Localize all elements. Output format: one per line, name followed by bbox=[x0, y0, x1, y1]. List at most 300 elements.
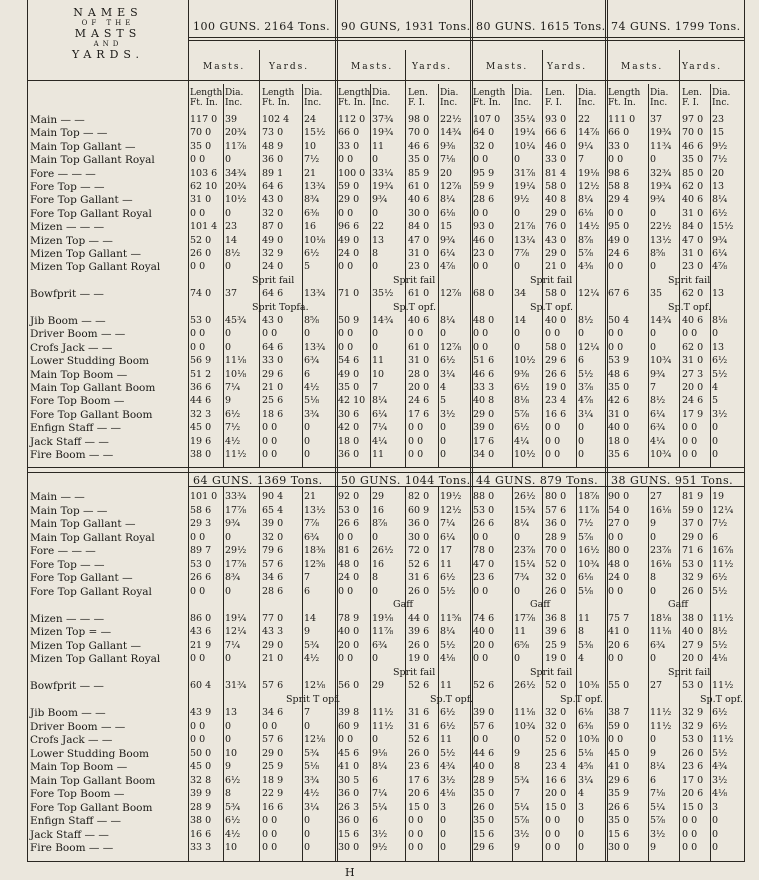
note-label: Sprit fail bbox=[530, 274, 573, 286]
table-cell: 53 0 bbox=[682, 734, 704, 745]
table-cell: 8⅛ bbox=[514, 395, 530, 407]
table-cell: 0 bbox=[712, 422, 719, 434]
table-cell: 26 0 bbox=[408, 747, 430, 759]
column-header bbox=[190, 88, 222, 108]
table-cell: 7½ bbox=[578, 518, 594, 529]
table-cell: 29½ bbox=[225, 545, 247, 556]
table-cell: 40 8 bbox=[473, 395, 495, 407]
table-cell: 70 0 bbox=[408, 127, 430, 139]
table-cell: 0 0 bbox=[262, 435, 278, 447]
table-cell: 25 9 bbox=[545, 639, 567, 651]
table-cell: 9½ bbox=[712, 140, 728, 152]
table-cell: 47 0 bbox=[408, 234, 430, 246]
table-cell: 5¾ bbox=[514, 774, 530, 786]
table-cell: 60 9 bbox=[408, 504, 430, 516]
masts-yards-divider bbox=[259, 50, 260, 467]
table-cell: 30 0 bbox=[408, 207, 430, 219]
table-cell: 32 0 bbox=[545, 720, 567, 732]
table-cell: 101 0 bbox=[190, 491, 218, 502]
table-cell: 9½ bbox=[372, 842, 388, 853]
table-cell: 29 0 bbox=[545, 248, 567, 259]
ship-title-rule bbox=[189, 37, 744, 38]
table-cell: 79 6 bbox=[262, 545, 284, 556]
table-cell: 8 bbox=[225, 788, 232, 799]
row-label: Main Top Gallant Boom bbox=[30, 774, 156, 787]
table-cell: 19½ bbox=[440, 491, 462, 502]
table-cell: 7½ bbox=[225, 422, 241, 434]
ship-title-bottom: 38 GUNS. 951 Tons. bbox=[611, 474, 734, 487]
table-cell: 29 0 bbox=[338, 194, 360, 206]
table-cell: 21 0 bbox=[262, 653, 284, 664]
table-cell: 6¾ bbox=[650, 422, 666, 434]
table-cell: 15½ bbox=[304, 127, 326, 139]
table-cell: 0 0 bbox=[608, 653, 624, 664]
table-cell: 4⅛ bbox=[440, 788, 456, 799]
table-cell: 37¾ bbox=[372, 114, 394, 125]
table-cell: 15¼ bbox=[514, 558, 536, 570]
table-cell: 96 6 bbox=[338, 221, 360, 233]
column-header bbox=[473, 88, 505, 108]
table-cell: 0 bbox=[514, 653, 521, 664]
table-cell: 39 6 bbox=[545, 626, 567, 637]
column-header bbox=[440, 88, 458, 108]
yards-heading: Yards. bbox=[682, 62, 723, 72]
table-cell: 4¼ bbox=[372, 435, 388, 447]
table-cell: 0 bbox=[440, 435, 447, 447]
table-cell: 44 6 bbox=[473, 747, 495, 759]
table-cell: 0 bbox=[372, 531, 379, 543]
table-cell: 0 0 bbox=[190, 585, 206, 597]
table-cell: 48 0 bbox=[608, 558, 630, 570]
table-cell: 20 0 bbox=[682, 382, 704, 393]
masts-heading: Masts. bbox=[621, 62, 664, 72]
table-cell: 26 0 bbox=[190, 248, 212, 259]
table-cell: 17 6 bbox=[473, 435, 495, 447]
table-cell: 48 6 bbox=[608, 368, 630, 380]
table-cell: 52 6 bbox=[408, 734, 430, 745]
table-cell: 17 bbox=[440, 545, 453, 556]
col-divider bbox=[223, 84, 224, 467]
table-cell: 21 0 bbox=[262, 382, 284, 393]
table-cell: 4⅛ bbox=[712, 788, 728, 799]
table-cell: 0 bbox=[372, 585, 379, 597]
table-cell: 31¾ bbox=[225, 680, 247, 691]
table-cell: 46 6 bbox=[682, 140, 704, 152]
table-cell: 31 6 bbox=[408, 572, 430, 583]
table-cell: 0 0 bbox=[545, 815, 561, 826]
table-cell: 8½ bbox=[578, 315, 594, 326]
table-cell: 8¾ bbox=[225, 572, 241, 583]
table-cell: 5½ bbox=[578, 368, 594, 380]
table-cell: 6¾ bbox=[304, 531, 320, 543]
table-cell: 3 bbox=[440, 801, 447, 813]
column-header bbox=[372, 88, 390, 108]
frame-bottom-line bbox=[27, 861, 744, 862]
frame-label-divider bbox=[188, 0, 189, 862]
table-cell: 6½ bbox=[440, 572, 456, 583]
table-cell: 11¾ bbox=[650, 140, 672, 152]
row-label: Mizen — — — bbox=[30, 612, 105, 625]
column-header-bottom: Inc. bbox=[514, 98, 532, 108]
table-cell: 59 0 bbox=[608, 720, 630, 732]
table-cell: 33 3 bbox=[473, 382, 495, 393]
table-cell: 20 0 bbox=[473, 639, 495, 651]
table-cell: 10½ bbox=[514, 355, 536, 367]
table-cell: 40 0 bbox=[608, 422, 630, 434]
ship-title-top: 90 GUNS, 1931 Tons. bbox=[341, 20, 471, 33]
table-cell: 6½ bbox=[712, 720, 728, 732]
table-cell: 40 0 bbox=[545, 315, 567, 326]
table-cell: 26 6 bbox=[608, 801, 630, 813]
table-cell: 54 6 bbox=[338, 355, 360, 367]
table-cell: 5¾ bbox=[225, 801, 241, 813]
table-cell: 10¾ bbox=[650, 449, 672, 460]
table-cell: 4¼ bbox=[514, 435, 530, 447]
table-cell: 34¾ bbox=[225, 167, 247, 179]
ship-separator-a bbox=[335, 0, 336, 862]
table-cell: 31 6 bbox=[408, 707, 430, 718]
ship-separator-a bbox=[605, 0, 606, 862]
note-label: Gaff bbox=[530, 599, 551, 610]
table-cell: 57 6 bbox=[545, 504, 567, 516]
ship-separator-a bbox=[470, 0, 471, 862]
table-cell: 41 0 bbox=[608, 626, 630, 637]
table-cell: 19 bbox=[712, 491, 725, 502]
table-cell: 11 bbox=[440, 680, 453, 691]
table-cell: 10½ bbox=[225, 194, 247, 206]
table-cell: 0 bbox=[225, 154, 232, 166]
table-cell: 39 0 bbox=[262, 518, 284, 529]
table-cell: 37 0 bbox=[682, 518, 704, 529]
table-cell: 32 0 bbox=[473, 140, 495, 152]
table-cell: 13 bbox=[712, 341, 725, 353]
table-cell: 9 bbox=[650, 842, 657, 853]
table-cell: 7⅞ bbox=[514, 248, 530, 259]
table-cell: 20¾ bbox=[225, 127, 247, 139]
note-label: Sp.T opf. bbox=[560, 693, 603, 705]
table-cell: 26½ bbox=[514, 680, 536, 691]
table-cell: 0 0 bbox=[262, 449, 278, 460]
table-cell: 24 0 bbox=[338, 248, 360, 259]
table-cell: 36 0 bbox=[338, 815, 360, 826]
table-cell: 64 0 bbox=[473, 127, 495, 139]
table-cell: 57 6 bbox=[473, 720, 495, 732]
table-cell: 13 bbox=[372, 234, 385, 246]
table-cell: 0 bbox=[304, 828, 311, 840]
table-cell: 0 bbox=[712, 815, 719, 826]
table-cell: 12½ bbox=[440, 504, 462, 516]
table-cell: 9⅛ bbox=[372, 747, 388, 759]
table-cell: 86 0 bbox=[190, 612, 212, 624]
table-cell: 27 9 bbox=[682, 639, 704, 651]
table-cell: 9¾ bbox=[225, 518, 241, 529]
table-cell: 19¼ bbox=[514, 181, 536, 192]
table-cell: 52 6 bbox=[408, 680, 430, 691]
table-cell: 75 7 bbox=[608, 612, 630, 624]
table-cell: 0 0 bbox=[190, 720, 206, 732]
table-cell: 39 8 bbox=[338, 707, 360, 718]
column-header-bottom: Inc. bbox=[650, 98, 668, 108]
names-line-4: AND bbox=[93, 40, 123, 48]
table-cell: 0 0 bbox=[473, 207, 489, 219]
table-cell: 21 0 bbox=[545, 261, 567, 273]
table-cell: 51 2 bbox=[190, 368, 212, 380]
table-cell: 11 bbox=[372, 355, 385, 367]
table-cell: 70 0 bbox=[545, 545, 567, 556]
table-cell: 8 bbox=[514, 761, 521, 772]
table-cell: 13¾ bbox=[304, 341, 326, 353]
table-cell: 0 0 bbox=[682, 828, 698, 840]
table-cell: 16 bbox=[304, 221, 317, 233]
col-divider bbox=[648, 487, 649, 861]
table-cell: 9¾ bbox=[650, 194, 666, 206]
table-cell: 0 bbox=[440, 449, 447, 460]
table-cell: 8¾ bbox=[304, 194, 320, 206]
column-header-bottom: Inc. bbox=[712, 98, 730, 108]
table-cell: 57 6 bbox=[262, 680, 284, 691]
table-cell: 0 0 bbox=[190, 261, 206, 273]
table-cell: 46 6 bbox=[408, 140, 430, 152]
table-cell: 50 9 bbox=[338, 315, 360, 326]
table-cell: 19¼ bbox=[514, 127, 536, 139]
note-label: Sprit T opf. bbox=[286, 693, 341, 705]
column-header-bottom: Ft. In. bbox=[262, 98, 290, 108]
table-cell: 15½ bbox=[712, 221, 734, 233]
table-cell: 117 0 bbox=[190, 114, 218, 125]
table-cell: 52 0 bbox=[545, 734, 567, 745]
table-cell: 8½ bbox=[712, 626, 728, 637]
table-cell: 29 6 bbox=[545, 355, 567, 367]
table-cell: 12½ bbox=[578, 181, 600, 192]
table-cell: 33¾ bbox=[225, 491, 247, 502]
table-cell: 19 0 bbox=[545, 653, 567, 664]
table-cell: 0 bbox=[440, 842, 447, 853]
table-cell: 0 bbox=[578, 815, 585, 826]
table-cell: 89 7 bbox=[190, 545, 212, 556]
table-cell: 0 0 bbox=[608, 585, 624, 597]
table-cell: 4 bbox=[440, 382, 447, 393]
ship-title-bottom: 64 GUNS. 1369 Tons. bbox=[193, 474, 323, 487]
table-cell: 35 6 bbox=[608, 449, 630, 460]
table-cell: 32 0 bbox=[545, 572, 567, 583]
table-cell: 61 0 bbox=[408, 341, 430, 353]
table-cell: 0 bbox=[712, 842, 719, 853]
table-cell: 45 0 bbox=[608, 747, 630, 759]
table-cell: 17⅞ bbox=[514, 612, 536, 624]
ship-title-top: 80 GUNS. 1615 Tons. bbox=[476, 20, 606, 33]
table-cell: 70 0 bbox=[682, 127, 704, 139]
row-label: Main Top Gallant Boom bbox=[30, 382, 156, 394]
table-cell: 0 bbox=[712, 449, 719, 460]
column-header-bottom: Inc. bbox=[304, 98, 322, 108]
row-label: Fore — — — bbox=[30, 545, 96, 557]
table-cell: 16⅛ bbox=[650, 504, 672, 516]
column-header-bottom: Inc. bbox=[440, 98, 458, 108]
table-cell: 38 0 bbox=[682, 612, 704, 624]
table-cell: 6½ bbox=[712, 572, 728, 583]
table-cell: 6½ bbox=[440, 707, 456, 718]
table-cell: 0 bbox=[225, 341, 232, 353]
table-cell: 35 0 bbox=[473, 815, 495, 826]
table-cell: 0 bbox=[514, 341, 521, 353]
table-cell: 39 9 bbox=[190, 788, 212, 799]
table-cell: 35 0 bbox=[682, 154, 704, 166]
table-cell: 0 bbox=[372, 653, 379, 664]
table-cell: 24 6 bbox=[682, 395, 704, 407]
table-cell: 4⅞ bbox=[578, 395, 594, 407]
table-cell: 0 bbox=[440, 815, 447, 826]
table-cell: 0 0 bbox=[545, 435, 561, 447]
table-cell: 14 bbox=[225, 234, 238, 246]
note-label: Sprit fail bbox=[393, 666, 436, 678]
column-header-top: Dia. bbox=[440, 88, 459, 98]
table-cell: 29 4 bbox=[608, 194, 630, 206]
table-cell: 37 bbox=[650, 114, 663, 125]
table-cell: 0 bbox=[712, 435, 719, 447]
yards-heading: Yards. bbox=[412, 62, 453, 72]
table-cell: 66 0 bbox=[608, 127, 630, 139]
table-cell: 11½ bbox=[712, 558, 734, 570]
table-cell: 52 0 bbox=[545, 558, 567, 570]
table-cell: 6 bbox=[304, 585, 311, 597]
table-cell: 34 bbox=[514, 288, 527, 300]
table-cell: 0 0 bbox=[408, 815, 424, 826]
column-header-top: Dia. bbox=[578, 88, 597, 98]
table-cell: 7½ bbox=[712, 518, 728, 529]
row-label: Fore Top Gallant — bbox=[30, 194, 133, 207]
column-header-top: Dia. bbox=[225, 88, 244, 98]
table-cell: 0 0 bbox=[545, 842, 561, 853]
table-cell: 6½ bbox=[712, 207, 728, 219]
table-cell: 0 bbox=[514, 154, 521, 166]
table-cell: 60 9 bbox=[338, 720, 360, 732]
table-cell: 14¾ bbox=[650, 315, 672, 326]
table-cell: 23 0 bbox=[682, 261, 704, 273]
table-cell: 16 6 bbox=[545, 774, 567, 786]
table-cell: 53 0 bbox=[682, 558, 704, 570]
names-header bbox=[28, 6, 188, 61]
table-cell: 0 bbox=[440, 828, 447, 840]
column-header bbox=[304, 88, 322, 108]
table-cell: 9¾ bbox=[372, 194, 388, 206]
table-cell: 0 bbox=[304, 720, 311, 732]
table-cell: 29 6 bbox=[473, 842, 495, 853]
table-cell: 84 0 bbox=[408, 221, 430, 233]
table-cell: 56 9 bbox=[190, 355, 212, 367]
table-cell: 22 bbox=[372, 221, 385, 233]
table-cell: 13¼ bbox=[514, 234, 536, 246]
table-cell: 26 3 bbox=[338, 801, 360, 813]
table-cell: 0 0 bbox=[262, 815, 278, 826]
table-cell: 7 bbox=[304, 707, 311, 718]
table-cell: 23 6 bbox=[408, 761, 430, 772]
table-cell: 4⅜ bbox=[578, 261, 594, 273]
table-cell: 17 6 bbox=[408, 408, 430, 420]
table-cell: 12⅝ bbox=[304, 558, 326, 570]
table-cell: 6 bbox=[650, 774, 657, 786]
table-cell: 36 0 bbox=[338, 449, 360, 460]
table-cell: 0 bbox=[578, 422, 585, 434]
table-cell: 59 0 bbox=[682, 504, 704, 516]
table-cell: 0 0 bbox=[473, 734, 489, 745]
table-cell: 18 6 bbox=[262, 408, 284, 420]
column-header-bottom: Ft. In. bbox=[190, 98, 218, 108]
table-cell: 8 bbox=[372, 248, 379, 259]
row-label: Jack Staff — — bbox=[30, 828, 109, 841]
table-cell: 49 0 bbox=[338, 234, 360, 246]
table-cell: 26 0 bbox=[408, 585, 430, 597]
table-cell: 5½ bbox=[712, 747, 728, 759]
table-cell: 18 0 bbox=[608, 435, 630, 447]
table-cell: 89 1 bbox=[262, 167, 284, 179]
table-cell: 36 0 bbox=[338, 788, 360, 799]
table-cell: 33 0 bbox=[262, 355, 284, 367]
names-line-2: OF THE bbox=[81, 19, 135, 27]
table-cell: 31 0 bbox=[608, 408, 630, 420]
row-label: Jack Staff — — bbox=[30, 435, 109, 448]
column-header-top: Length bbox=[608, 88, 641, 98]
table-cell: 7¼ bbox=[440, 518, 456, 529]
table-cell: 3¼ bbox=[578, 774, 594, 786]
table-cell: 0 bbox=[578, 328, 585, 340]
table-cell: 33 0 bbox=[608, 140, 630, 152]
table-cell: 5¼ bbox=[650, 801, 666, 813]
table-cell: 7 bbox=[372, 382, 379, 393]
table-cell: 3½ bbox=[712, 408, 728, 420]
table-cell: 7¼ bbox=[225, 382, 241, 393]
table-cell: 93 0 bbox=[545, 114, 567, 125]
table-cell: 41 0 bbox=[608, 761, 630, 772]
table-cell: 29 0 bbox=[545, 207, 567, 219]
table-cell: 10⅛ bbox=[304, 234, 326, 246]
table-cell: 8⅞ bbox=[372, 518, 388, 529]
table-cell: 6⅛ bbox=[440, 207, 456, 219]
table-cell: 5 bbox=[712, 395, 719, 407]
table-cell: 0 0 bbox=[545, 422, 561, 434]
table-cell: 11⅛ bbox=[514, 707, 536, 718]
table-cell: 40 8 bbox=[545, 194, 567, 206]
column-header bbox=[262, 88, 294, 108]
table-cell: 9 bbox=[650, 518, 657, 529]
column-header bbox=[225, 88, 243, 108]
table-cell: 13½ bbox=[304, 504, 326, 516]
table-cell: 16½ bbox=[578, 545, 600, 556]
table-cell: 45 0 bbox=[190, 761, 212, 772]
table-cell: 9 bbox=[225, 395, 232, 407]
table-cell: 62 0 bbox=[682, 341, 704, 353]
table-cell: 23 0 bbox=[473, 248, 495, 259]
table-cell: 20 6 bbox=[408, 788, 430, 799]
row-label: Fore Top — — bbox=[30, 558, 105, 571]
row-label: Main Top Gallant Royal bbox=[30, 154, 155, 167]
table-cell: 8 bbox=[372, 572, 379, 583]
table-cell: 100 0 bbox=[338, 167, 366, 179]
table-cell: 15 bbox=[440, 221, 453, 233]
section-divider-top bbox=[27, 467, 744, 468]
table-cell: 14¾ bbox=[372, 315, 394, 326]
table-cell: 81 6 bbox=[338, 545, 360, 556]
table-cell: 16⅛ bbox=[650, 558, 672, 570]
table-cell: 26 6 bbox=[473, 518, 495, 529]
table-cell: 12¼ bbox=[578, 288, 600, 300]
table-cell: 0 bbox=[578, 449, 585, 460]
table-cell: 6½ bbox=[225, 774, 241, 786]
column-header-bottom: Ft. In. bbox=[338, 98, 366, 108]
table-cell: 6⅝ bbox=[514, 639, 530, 651]
table-cell: 9 bbox=[514, 842, 521, 853]
table-cell: 0 0 bbox=[262, 720, 278, 732]
table-cell: 0 0 bbox=[338, 207, 354, 219]
